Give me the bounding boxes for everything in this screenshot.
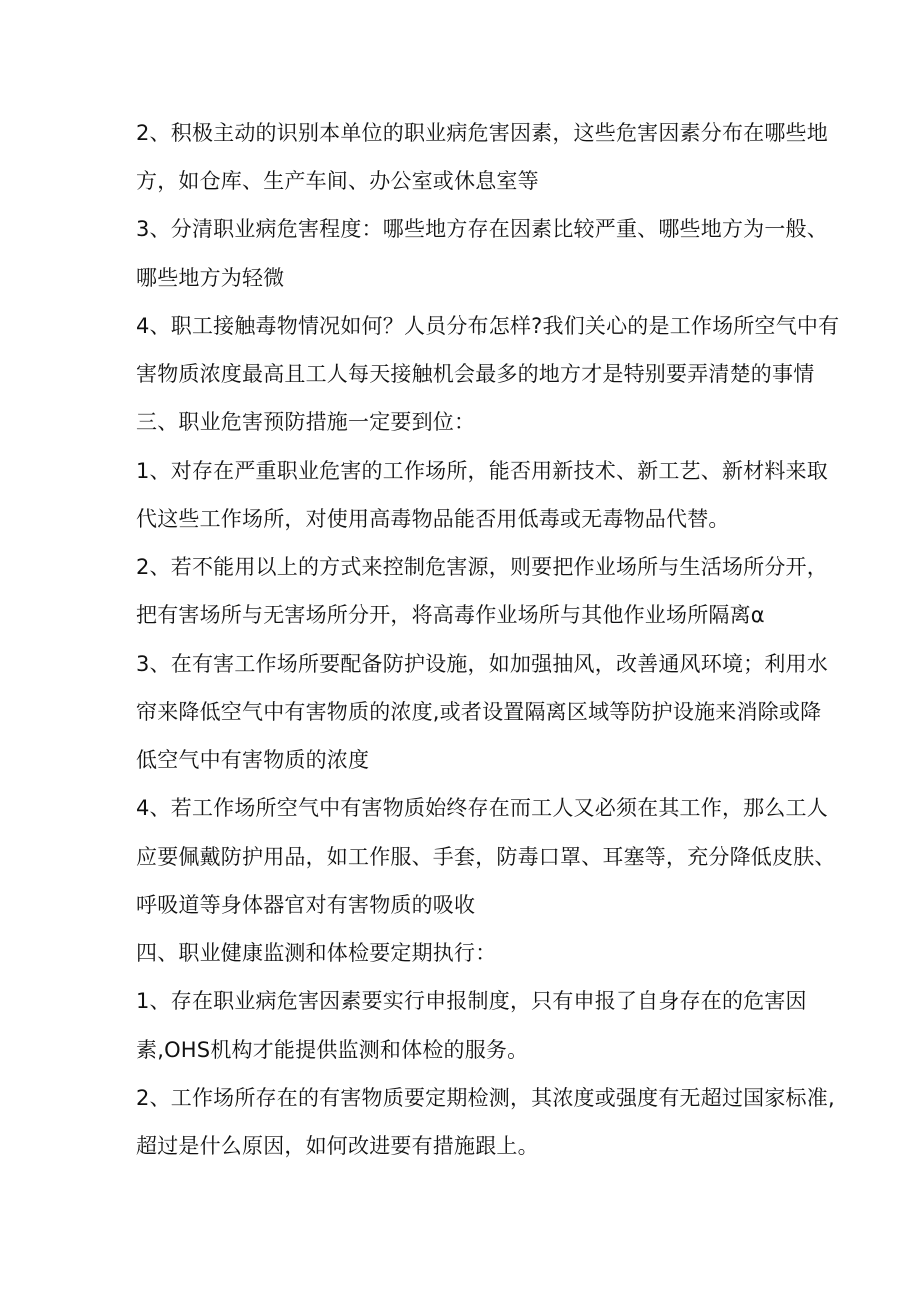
text-line: 应要佩戴防护用品，如工作服、手套，防毒口罩、耳塞等，充分降低皮肤、 bbox=[136, 845, 836, 869]
text-line: 3、分清职业病危害程度：哪些地方存在因素比较严重、哪些地方为一般、 bbox=[136, 217, 828, 241]
text-line: 1、对存在严重职业危害的工作场所，能否用新技术、新工艺、新材料来取 bbox=[136, 459, 828, 483]
text-line: 超过是什么原因，如何改进要有措施跟上。 bbox=[136, 1134, 539, 1158]
text-line: 1、存在职业病危害因素要实行申报制度，只有申报了自身存在的危害因 bbox=[136, 989, 807, 1013]
text-line: 代这些工作场所，对使用高毒物品能否用低毒或无毒物品代替。 bbox=[136, 507, 730, 531]
text-line: 2、工作场所存在的有害物质要定期检测，其浓度或强度有无超过国家标准, bbox=[136, 1086, 835, 1110]
text-line: 方，如仓库、生产车间、办公室或休息室等 bbox=[136, 169, 539, 193]
text-line: 低空气中有害物质的浓度 bbox=[136, 748, 370, 772]
text-line: 哪些地方为轻微 bbox=[136, 266, 285, 290]
text-line: 4、职工接触毒物情况如何？人员分布怎样?我们关心的是工作场所空气中有 bbox=[136, 314, 840, 338]
text-line: 素,OHS机构才能提供监测和体检的服务。 bbox=[136, 1038, 529, 1062]
section-heading: 四、职业健康监测和体检要定期执行： bbox=[136, 941, 497, 965]
section-heading: 三、职业危害预防措施一定要到位： bbox=[136, 410, 476, 434]
text-line: 4、若工作场所空气中有害物质始终存在而工人又必须在其工作，那么工人 bbox=[136, 796, 828, 820]
text-line: 呼吸道等身体器官对有害物质的吸收 bbox=[136, 893, 476, 917]
text-line: 帘来降低空气中有害物质的浓度,或者设置隔离区域等防护设施来消除或降 bbox=[136, 700, 822, 724]
text-line: 2、积极主动的识别本单位的职业病危害因素，这些危害因素分布在哪些地 bbox=[136, 121, 828, 145]
text-line: 害物质浓度最高且工人每天接触机会最多的地方才是特别要弄清楚的事情 bbox=[136, 362, 815, 386]
text-line: 2、若不能用以上的方式来控制危害源，则要把作业场所与生活场所分开， bbox=[136, 555, 828, 579]
text-line: 把有害场所与无害场所分开，将高毒作业场所与其他作业场所隔离α bbox=[136, 603, 765, 627]
text-line: 3、在有害工作场所要配备防护设施，如加强抽风，改善通风环境；利用水 bbox=[136, 652, 828, 676]
